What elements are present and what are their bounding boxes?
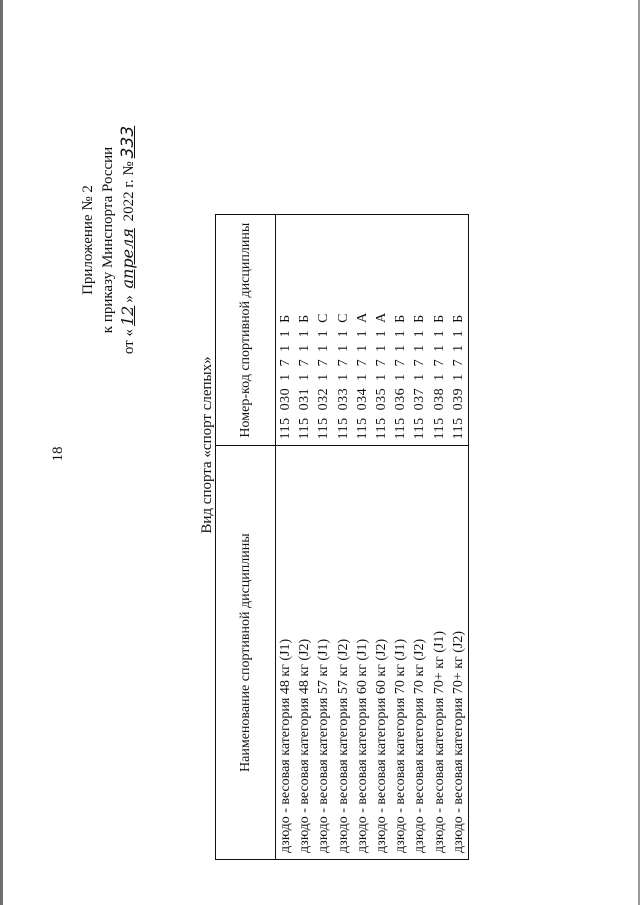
discipline-code: 115 035 1 7 1 1 А: [372, 215, 391, 446]
date-day: 12: [118, 305, 137, 327]
date-month: апреля: [118, 228, 137, 289]
order-number: 333: [118, 125, 138, 159]
table-header-row: [216, 215, 276, 860]
page-number: 18: [50, 446, 66, 462]
table-row: [295, 215, 314, 860]
appendix-order-ref: к приказу Минспорта России: [100, 146, 116, 334]
table-row: [372, 215, 391, 860]
appendix-title: Приложение № 2: [80, 185, 96, 295]
table-row: [449, 215, 469, 860]
appendix-header: [78, 85, 139, 395]
table-row: [410, 215, 429, 860]
table-row: [276, 215, 296, 860]
discipline-code: 115 030 1 7 1 1 Б: [276, 215, 296, 446]
discipline-code: 115 032 1 7 1 1 С: [314, 215, 333, 446]
col-header-name: Наименование спортивной дисциплины: [216, 446, 276, 860]
discipline-code: 115 039 1 7 1 1 Б: [449, 215, 469, 446]
date-mid: »: [121, 295, 137, 303]
discipline-name: дзюдо - весовая категория 70+ кг (J1): [430, 446, 449, 860]
discipline-code: 115 036 1 7 1 1 Б: [391, 215, 410, 446]
table-row: [353, 215, 372, 860]
discipline-code: 115 031 1 7 1 1 Б: [295, 215, 314, 446]
discipline-code: 115 034 1 7 1 1 А: [353, 215, 372, 446]
discipline-name: дзюдо - весовая категория 70 кг (J2): [410, 446, 429, 860]
table-row: [314, 215, 333, 860]
table-row: [391, 215, 410, 860]
table-row: [430, 215, 449, 860]
discipline-code: 115 037 1 7 1 1 Б: [410, 215, 429, 446]
col-header-code: Номер-код спортивной дисциплины: [216, 215, 276, 446]
date-prefix: от «: [121, 329, 137, 355]
date-year: 2022 г. №: [121, 161, 137, 222]
appendix-date-line: [118, 85, 139, 395]
discipline-name: дзюдо - весовая категория 70 кг (J1): [391, 446, 410, 860]
discipline-name: дзюдо - весовая категория 70+ кг (J2): [449, 446, 469, 860]
discipline-name: дзюдо - весовая категория 57 кг (J1): [314, 446, 333, 860]
disciplines-table: [215, 214, 469, 860]
discipline-name: дзюдо - весовая категория 48 кг (J1): [276, 446, 296, 860]
sport-title: Вид спорта «спорт слепых»: [199, 356, 215, 534]
discipline-name: дзюдо - весовая категория 57 кг (J2): [334, 446, 353, 860]
discipline-code: 115 033 1 7 1 1 С: [334, 215, 353, 446]
discipline-name: дзюдо - весовая категория 60 кг (J1): [353, 446, 372, 860]
discipline-name: дзюдо - весовая категория 48 кг (J2): [295, 446, 314, 860]
discipline-code: 115 038 1 7 1 1 Б: [430, 215, 449, 446]
table-row: [334, 215, 353, 860]
discipline-name: дзюдо - весовая категория 60 кг (J2): [372, 446, 391, 860]
